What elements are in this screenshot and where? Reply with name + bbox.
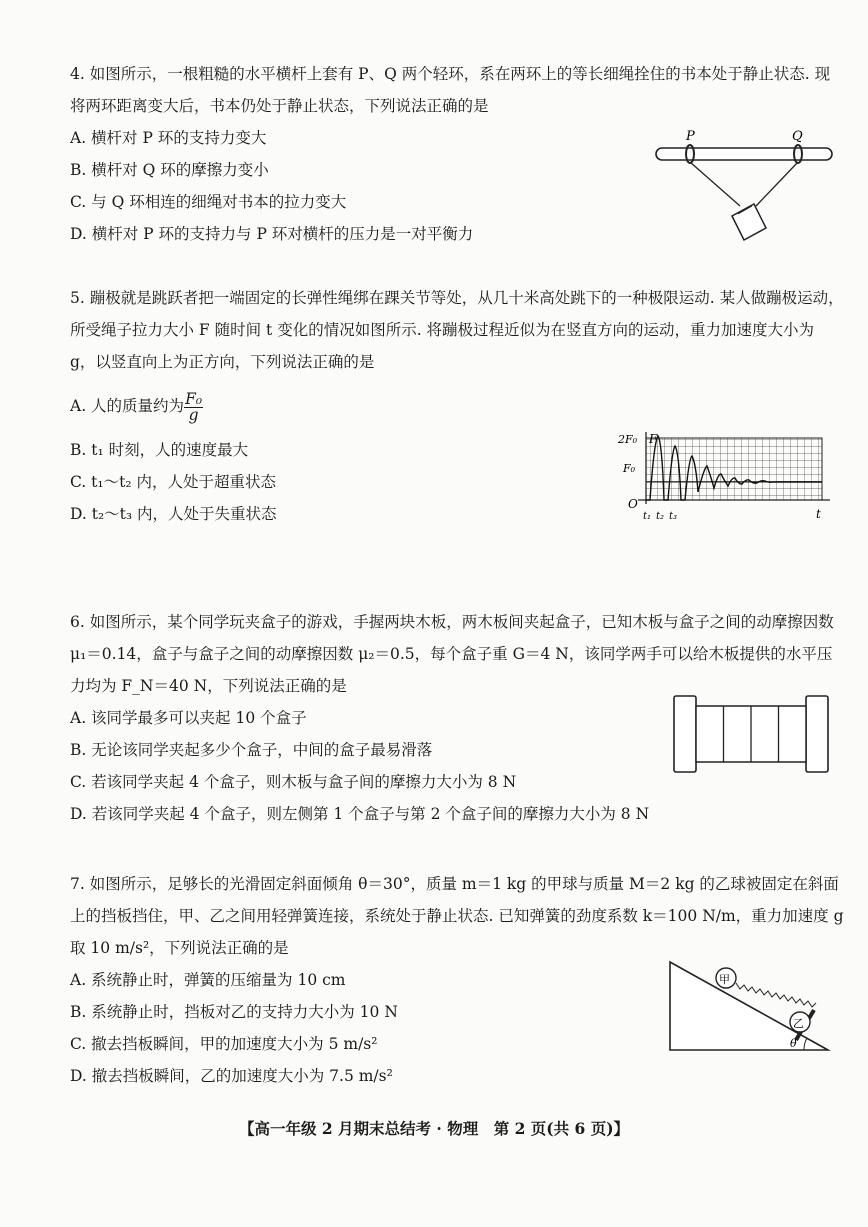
tick-t1: t₁ <box>643 511 652 522</box>
question-5-option-c: C. t₁～t₂ 内，人处于超重状态 <box>70 473 276 491</box>
page-footer: 【高一年级 2 月期末总结考 · 物理 第 2 页(共 6 页)】 <box>238 1119 630 1138</box>
spring <box>736 983 816 1007</box>
graph-grid <box>646 438 822 500</box>
tick-f0: F₀ <box>623 462 636 475</box>
question-6-option-d: D. 若该同学夹起 4 个盒子，则左侧第 1 个盒子与第 2 个盒子间的摩擦力大小为 8 N <box>70 805 650 823</box>
question-5-stem: 5. 蹦极就是跳跃者把一端固定的长弹性绳绑在踝关节等处，从几十米高处跳下的一种极限运动. 某人做蹦极运动，所受绳子拉力大小 F 随时间 t 变化的情况如图所示. 将蹦极过程近似为在竖直方向的运动，重力加速度大小为 g，以竖直向上为正方向，下列说法正确的是 <box>70 289 844 371</box>
question-7-option-a: A. 系统静止时，弹簧的压缩量为 10 cm <box>70 971 346 989</box>
question-7-stem: 7. 如图所示，足够长的光滑固定斜面倾角 θ＝30°，质量 m＝1 kg 的甲球与质量 M＝2 kg 的乙球被固定在斜面上的挡板挡住，甲、乙之间用轻弹簧连接，系统处于静止状态. 已知弹簧的劲度系数 k＝100 N/m，重力加速度 g 取 10 m/s²，下列说法正确的是 <box>70 875 844 957</box>
question-4-option-a: A. 横杆对 P 环的支持力变大 <box>70 129 267 147</box>
question-7-incline-figure <box>666 956 838 1056</box>
ball-yi-label: 乙 <box>793 1017 804 1030</box>
origin-label: O <box>628 497 638 511</box>
horizontal-rod <box>656 148 832 160</box>
left-board <box>674 696 696 772</box>
question-6-stem: 6. 如图所示，某个同学玩夹盒子的游戏，手握两块木板，两木板间夹起盒子，已知木板与盒子之间的动摩擦因数 μ₁＝0.14，盒子与盒子之间的动摩擦因数 μ₂＝0.5，每个盒子重 G＝4 N，该同学两手可以给木板提供的水平压力均为 F_N＝40 N，下列说法正确的是 <box>70 613 834 695</box>
fraction-denominator: g <box>188 405 199 424</box>
question-7-option-b: B. 系统静止时，挡板对乙的支持力大小为 10 N <box>70 1003 398 1021</box>
question-4-stem: 4. 如图所示，一根粗糙的水平横杆上套有 P、Q 两个轻环，系在两环上的等长细绳拴住的书本处于静止状态. 现将两环距离变大后，书本仍处于静止状态，下列说法正确的是 <box>70 65 831 115</box>
ball-jia-label: 甲 <box>719 973 730 986</box>
question-5-option-a-text: A. 人的质量约为 <box>70 397 185 415</box>
x-axis-label: t <box>816 507 821 521</box>
label-p: P <box>686 129 695 144</box>
question-7-option-d: D. 撤去挡板瞬间，乙的加速度大小为 7.5 m/s² <box>70 1067 393 1085</box>
string-p <box>690 162 740 206</box>
question-5-force-time-graph <box>608 432 836 536</box>
fraction-numerator: F₀ <box>185 389 203 408</box>
question-7-option-c: C. 撤去挡板瞬间，甲的加速度大小为 5 m/s² <box>70 1035 378 1053</box>
tick-t2: t₂ <box>656 511 665 522</box>
question-4-option-d: D. 横杆对 P 环的支持力与 P 环对横杆的压力是一对平衡力 <box>70 225 474 243</box>
question-5-option-d: D. t₂～t₃ 内，人处于失重状态 <box>70 505 277 523</box>
question-4-figure <box>648 124 838 246</box>
question-6-option-b: B. 无论该同学夹起多少个盒子，中间的盒子最易滑落 <box>70 741 433 759</box>
tick-2f0: 2F₀ <box>618 433 638 446</box>
question-5-option-b: B. t₁ 时刻，人的速度最大 <box>70 441 249 459</box>
string-q <box>756 162 798 206</box>
label-q: Q <box>792 129 803 144</box>
question-6-option-c: C. 若该同学夹起 4 个盒子，则木板与盒子间的摩擦力大小为 8 N <box>70 773 517 791</box>
question-4-option-c: C. 与 Q 环相连的细绳对书本的拉力变大 <box>70 193 347 211</box>
y-axis-label: F <box>649 432 658 446</box>
question-6-figure <box>672 694 832 774</box>
tick-t3: t₃ <box>669 511 678 522</box>
mass-fraction <box>184 389 203 424</box>
incline <box>670 962 828 1050</box>
question-5-option-a <box>70 378 844 434</box>
right-board <box>806 696 828 772</box>
angle-theta-label: θ <box>790 1037 797 1050</box>
question-4-option-b: B. 横杆对 Q 环的摩擦力变小 <box>70 161 269 179</box>
question-6-option-a: A. 该同学最多可以夹起 10 个盒子 <box>70 709 307 727</box>
book <box>732 204 766 240</box>
